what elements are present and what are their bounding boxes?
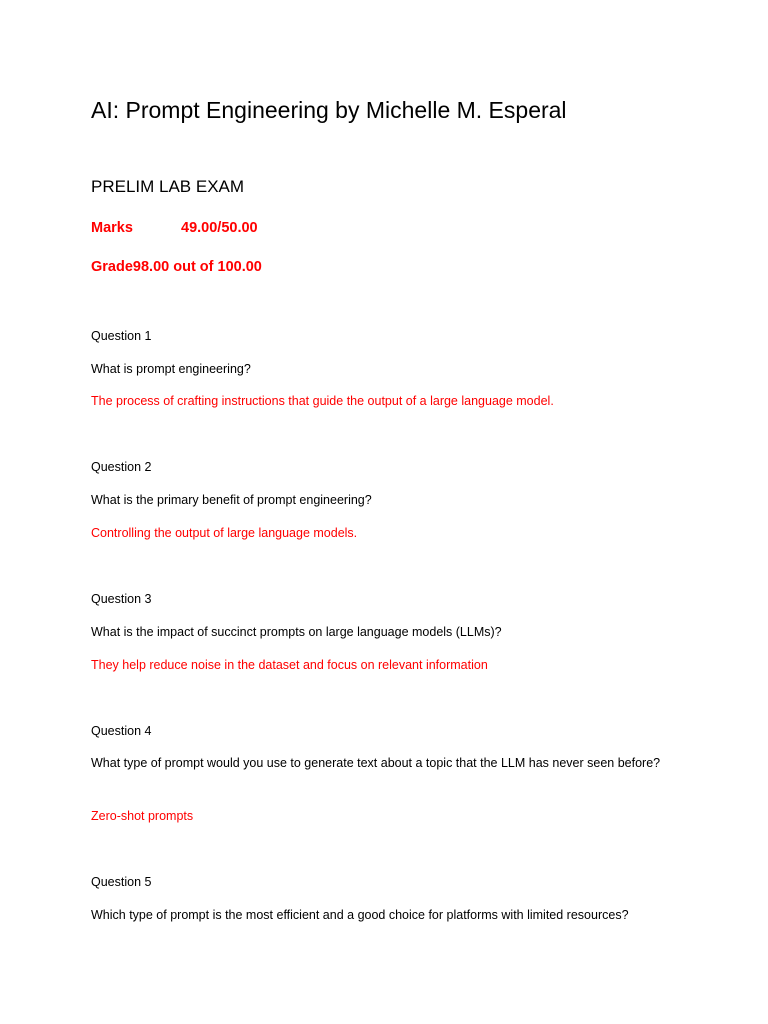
question-answer: The process of crafting instructions that guide the output of a large language model. <box>91 394 554 408</box>
question-label: Question 4 <box>91 724 152 738</box>
question-label: Question 3 <box>91 592 152 606</box>
question-text: What is the impact of succinct prompts on large language models (LLMs)? <box>91 625 502 639</box>
marks-row <box>91 218 258 238</box>
document-title: AI: Prompt Engineering by Michelle M. Esperal <box>91 97 567 123</box>
question-text: What is prompt engineering? <box>91 362 251 376</box>
question-answer: Controlling the output of large language models. <box>91 526 358 540</box>
question-text: What is the primary benefit of prompt engineering? <box>91 493 372 507</box>
exam-title: PRELIM LAB EXAM <box>91 177 245 196</box>
grade-row <box>91 257 262 277</box>
question-label: Question 2 <box>91 460 152 474</box>
marks-label: Marks <box>91 220 133 236</box>
question-answer: Zero-shot prompts <box>91 809 194 823</box>
marks-value: 49.00/50.00 <box>181 220 258 236</box>
grade-label: Grade <box>91 259 133 275</box>
question-answer: They help reduce noise in the dataset and focus on relevant information <box>91 658 488 672</box>
question-label: Question 5 <box>91 875 152 889</box>
question-text: What type of prompt would you use to generate text about a topic that the LLM has never seen before? <box>91 756 661 770</box>
question-label: Question 1 <box>91 329 152 343</box>
grade-value: 98.00 out of 100.00 <box>132 259 262 275</box>
question-text: Which type of prompt is the most efficient and a good choice for platforms with limited resources? <box>91 908 629 922</box>
